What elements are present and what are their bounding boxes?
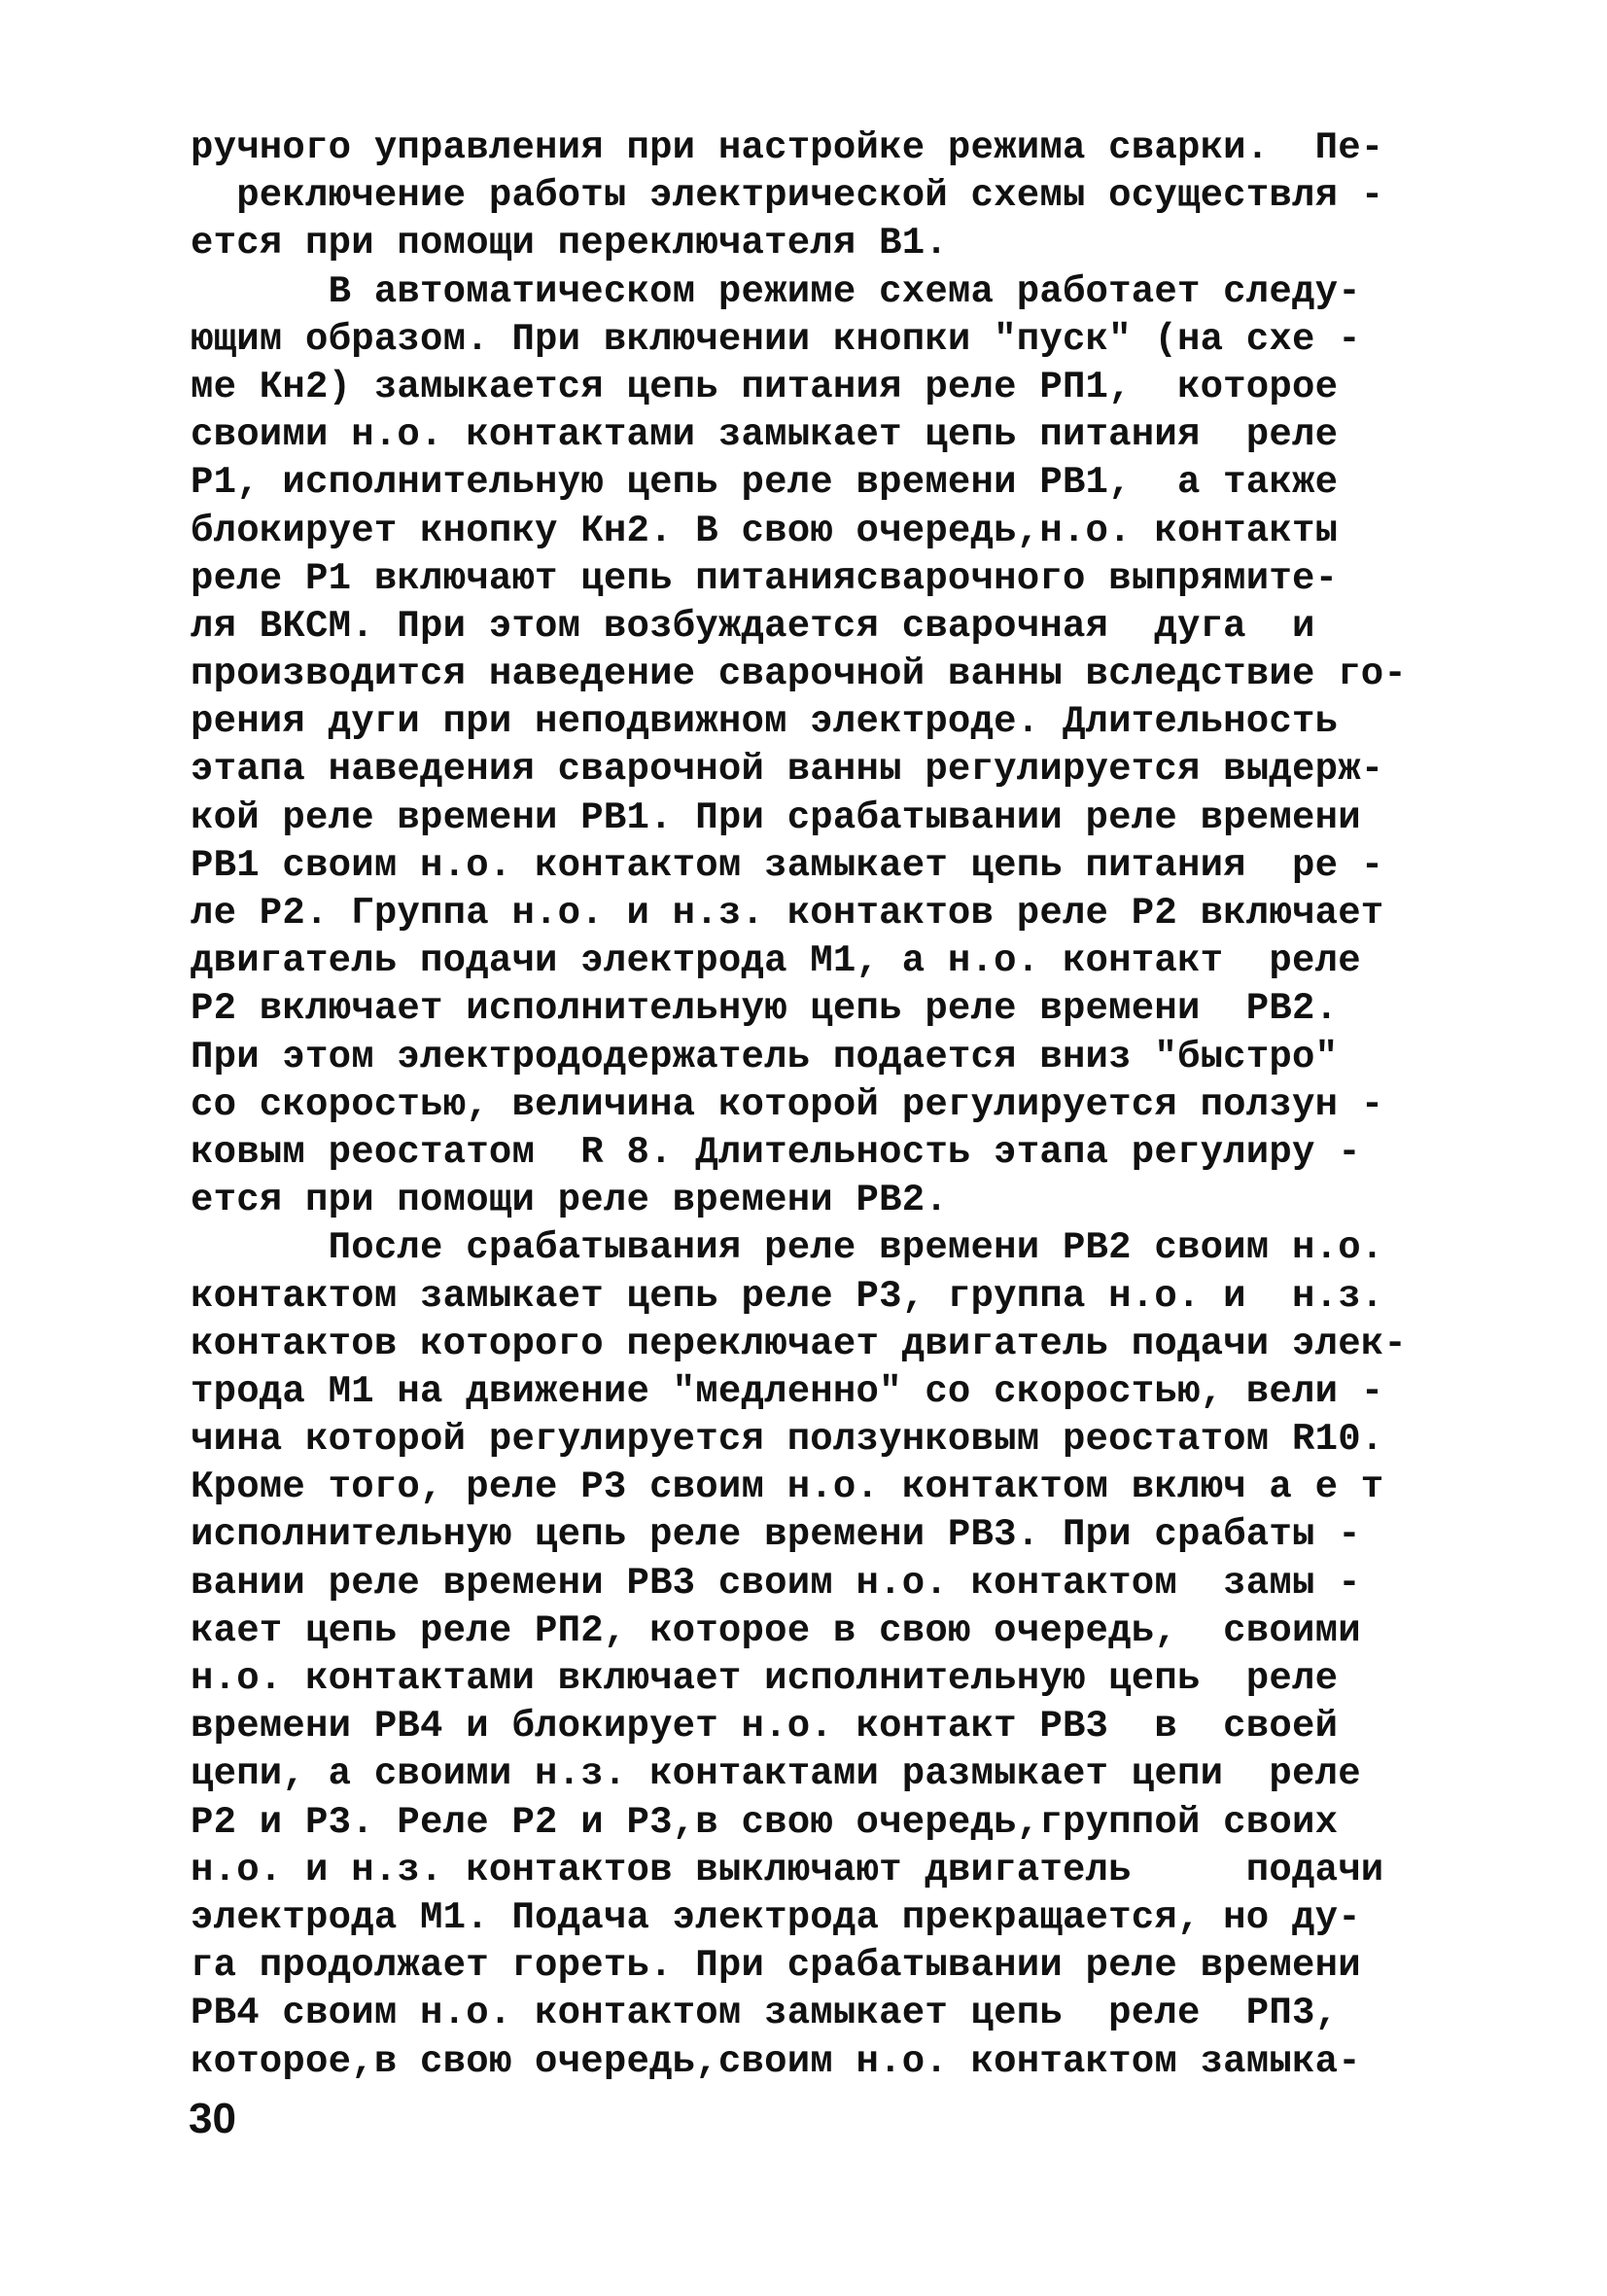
text-line: кает цепь реле РП2, которое в свою очередь, своими bbox=[191, 1608, 1361, 1652]
text-line: н.о. контактами включает исполнительную цепь реле bbox=[191, 1657, 1339, 1700]
text-line: ется при помощи реле времени РВ2. bbox=[191, 1179, 948, 1222]
text-line: РВ4 своим н.о. контактом замыкает цепь реле РП3, bbox=[191, 1992, 1339, 2035]
text-line: га продолжает гореть. При срабатывании реле времени bbox=[191, 1944, 1361, 1988]
text-line: исполнительную цепь реле времени РВ3. При срабаты - bbox=[191, 1513, 1361, 1557]
text-line: ручного управления при настройке режима сварки. Пе- bbox=[191, 126, 1384, 169]
text-line: н.о. и н.з. контактов выключают двигатель подачи bbox=[191, 1848, 1384, 1891]
text-line: ля ВКСМ. При этом возбуждается сварочная дуга и bbox=[191, 604, 1315, 648]
text-line: ющим образом. При включении кнопки "пуск" (на схе - bbox=[191, 317, 1361, 361]
page-number: 30 bbox=[189, 2095, 236, 2142]
text-line: Р1, исполнительную цепь реле времени РВ1, а также bbox=[191, 461, 1339, 505]
text-line: со скоростью, величина которой регулируется ползун - bbox=[191, 1082, 1384, 1126]
text-line: реле Р1 включают цепь питаниясварочного выпрямите- bbox=[191, 556, 1339, 600]
text-line: контактов которого переключает двигатель подачи элек- bbox=[191, 1322, 1408, 1365]
text-line: кой реле времени РВ1. При срабатывании реле времени bbox=[191, 795, 1361, 839]
text-line: производится наведение сварочной ванны вследствие го- bbox=[191, 653, 1408, 696]
text-line: чина которой регулируется ползунковым реостатом R10. bbox=[191, 1418, 1384, 1462]
text-line: Кроме того, реле Р3 своим н.о. контактом включ а е т bbox=[191, 1466, 1384, 1509]
text-line: ме Кн2) замыкается цепь питания реле РП1, которое bbox=[191, 365, 1339, 408]
text-line: рения дуги при неподвижном электроде. Длительность bbox=[191, 700, 1339, 744]
text-line: Р2 и Р3. Реле Р2 и Р3,в свою очередь,группой своих bbox=[191, 1800, 1339, 1844]
text-line: этапа наведения сварочной ванны регулируется выдерж- bbox=[191, 748, 1384, 792]
text-line: ется при помощи переключателя В1. bbox=[191, 222, 948, 265]
text-line: электрода М1. Подача электрода прекращается, но ду- bbox=[191, 1895, 1361, 1939]
text-line: времени РВ4 и блокирует н.о. контакт РВ3 в своей bbox=[191, 1705, 1339, 1748]
text-line: Р2 включает исполнительную цепь реле времени РВ2. bbox=[191, 987, 1339, 1031]
text-line: цепи, а своими н.з. контактами размыкает цепи реле bbox=[191, 1752, 1361, 1796]
text-line: своими н.о. контактами замыкает цепь питания реле bbox=[191, 413, 1339, 457]
text-line: блокирует кнопку Кн2. В свою очередь,н.о. контакты bbox=[191, 509, 1339, 552]
text-line: вании реле времени РВ3 своим н.о. контактом замы - bbox=[191, 1561, 1361, 1605]
text-line: После срабатывания реле времени РВ2 своим н.о. bbox=[191, 1226, 1384, 1270]
text-line: контактом замыкает цепь реле Р3, группа н.о. и н.з. bbox=[191, 1274, 1384, 1318]
text-line: которое,в свою очередь,своим н.о. контактом замыка- bbox=[191, 2039, 1361, 2083]
text-line: трода М1 на движение "медленно" со скоростью, вели - bbox=[191, 1369, 1384, 1413]
page-body-text bbox=[191, 124, 1445, 2086]
text-line: реключение работы электрической схемы осуществля - bbox=[191, 174, 1384, 218]
text-line: ле Р2. Группа н.о. и н.з. контактов реле Р2 включает bbox=[191, 892, 1384, 935]
text-line: При этом электрододержатель подается вниз "быстро" bbox=[191, 1035, 1339, 1078]
text-line: ковым реостатом R 8. Длительность этапа регулиру - bbox=[191, 1130, 1361, 1174]
text-line: РВ1 своим н.о. контактом замыкает цепь питания ре - bbox=[191, 843, 1384, 887]
text-line: двигатель подачи электрода М1, а н.о. контакт реле bbox=[191, 939, 1361, 983]
text-line: В автоматическом режиме схема работает следу- bbox=[191, 269, 1361, 313]
